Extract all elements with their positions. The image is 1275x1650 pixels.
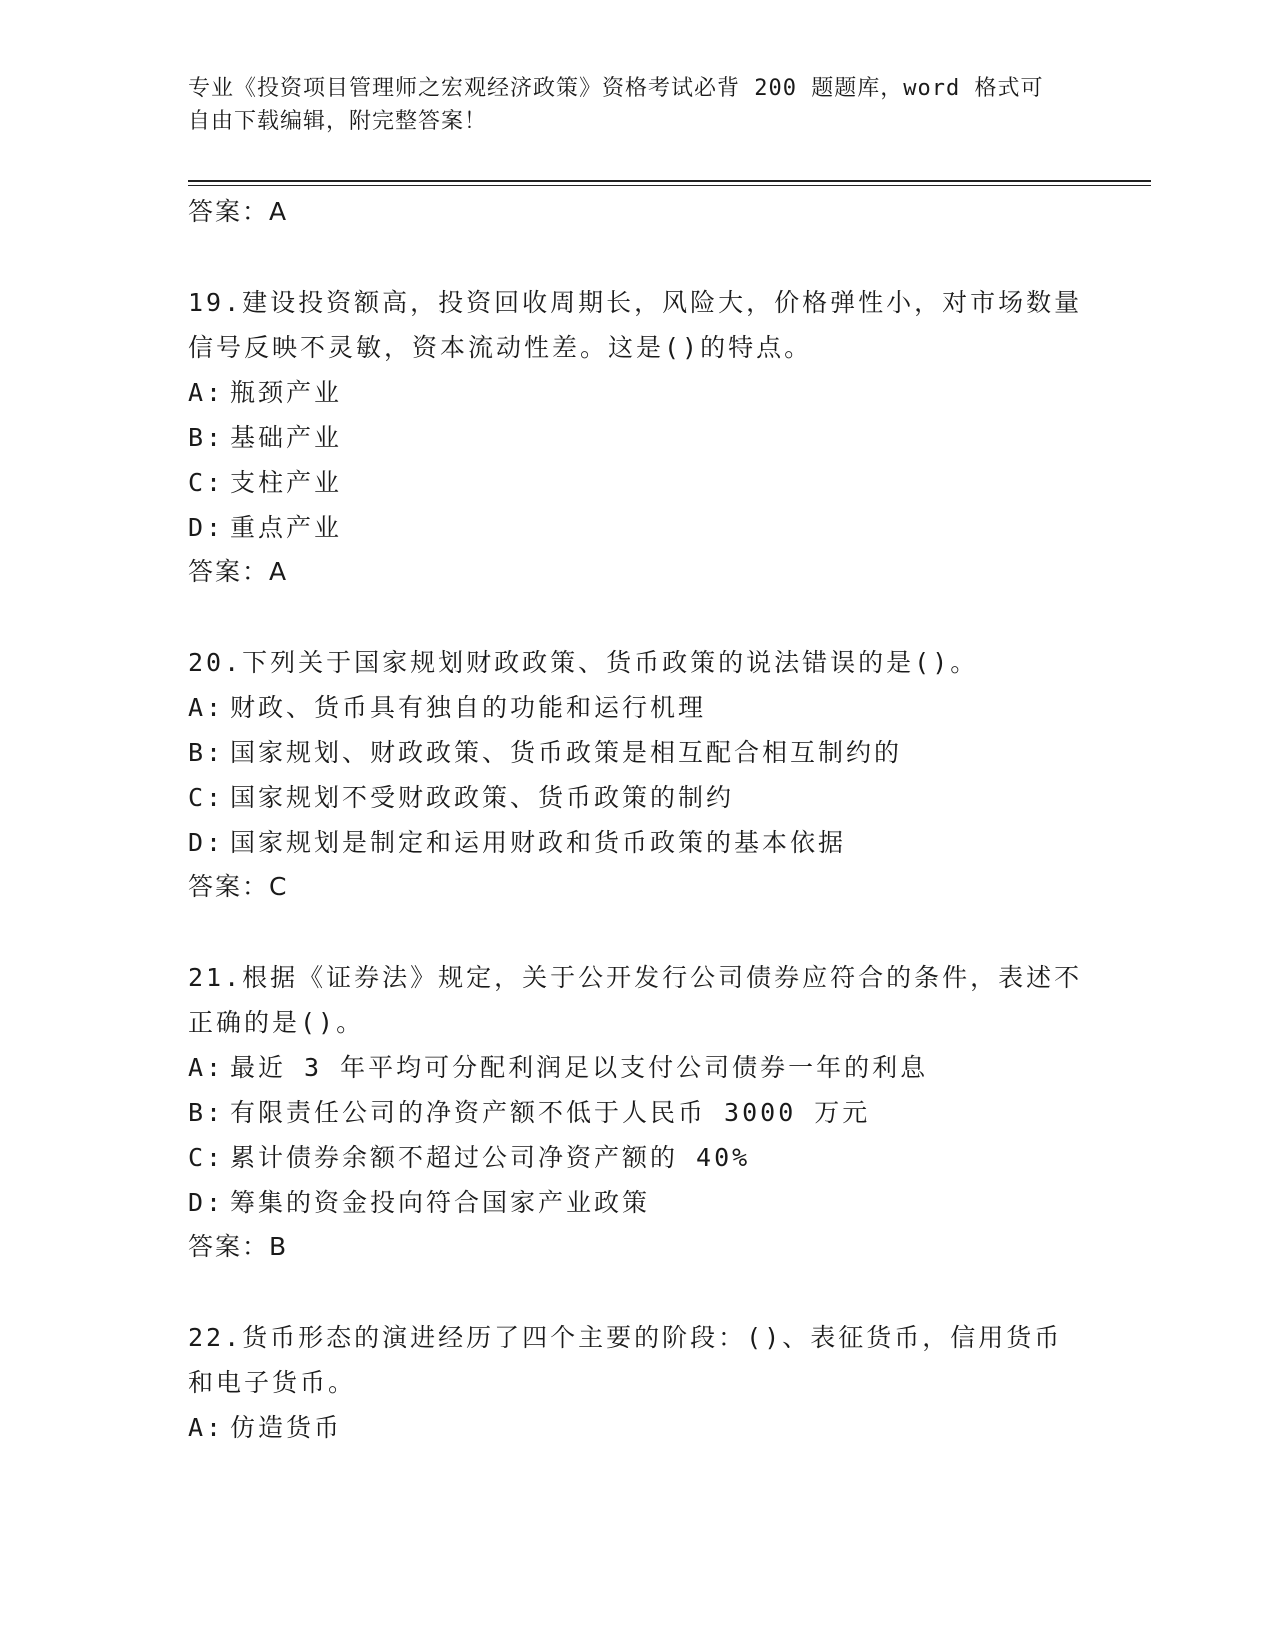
document-header xyxy=(188,72,1088,138)
option-b: B: 基础产业 xyxy=(188,423,343,452)
option-d: D: 重点产业 xyxy=(188,513,343,542)
question-stem: 21.根据《证券法》规定，关于公开发行公司债券应符合的条件，表述不正确的是()。 xyxy=(188,963,1083,1037)
option-c: C: 国家规划不受财政政策、货币政策的制约 xyxy=(188,783,735,812)
question-20 xyxy=(188,640,1088,909)
answer-line: 答案：B xyxy=(188,1232,289,1261)
option-c: C: 支柱产业 xyxy=(188,468,343,497)
option-a: A: 瓶颈产业 xyxy=(188,378,343,407)
header-rule-thin xyxy=(188,185,1151,186)
option-a: A: 最近 3 年平均可分配利润足以支付公司债券一年的利息 xyxy=(188,1053,929,1082)
answer-line: 答案：A xyxy=(188,557,289,586)
option-d: D: 国家规划是制定和运用财政和货币政策的基本依据 xyxy=(188,828,847,857)
question-22 xyxy=(188,1315,1088,1450)
question-stem: 20.下列关于国家规划财政政策、货币政策的说法错误的是()。 xyxy=(188,648,979,677)
header-rule-thick xyxy=(188,180,1151,182)
option-b: B: 有限责任公司的净资产额不低于人民币 3000 万元 xyxy=(188,1098,871,1127)
option-a: A: 仿造货币 xyxy=(188,1413,343,1442)
question-21 xyxy=(188,955,1088,1269)
answer-line: 答案：A xyxy=(188,197,289,226)
option-a: A: 财政、货币具有独自的功能和运行机理 xyxy=(188,693,707,722)
answer-line: 答案：C xyxy=(188,872,289,901)
question-19 xyxy=(188,280,1088,594)
header-line-2: 自由下载编辑，附完整答案！ xyxy=(188,109,488,134)
question-stem: 19.建设投资额高，投资回收周期长，风险大，价格弹性小，对市场数量信号反映不灵敏，资本流动性差。这是()的特点。 xyxy=(188,288,1083,362)
question-stem: 22.货币形态的演进经历了四个主要的阶段：()、表征货币，信用货币和电子货币。 xyxy=(188,1323,1063,1397)
question-list xyxy=(188,190,1088,1450)
option-c: C: 累计债券余额不超过公司净资产额的 40% xyxy=(188,1143,751,1172)
header-line-1: 专业《投资项目管理师之宏观经济政策》资格考试必背 200 题题库，word 格式可 xyxy=(188,76,1044,101)
option-b: B: 国家规划、财政政策、货币政策是相互配合相互制约的 xyxy=(188,738,903,767)
option-d: D: 筹集的资金投向符合国家产业政策 xyxy=(188,1188,651,1217)
